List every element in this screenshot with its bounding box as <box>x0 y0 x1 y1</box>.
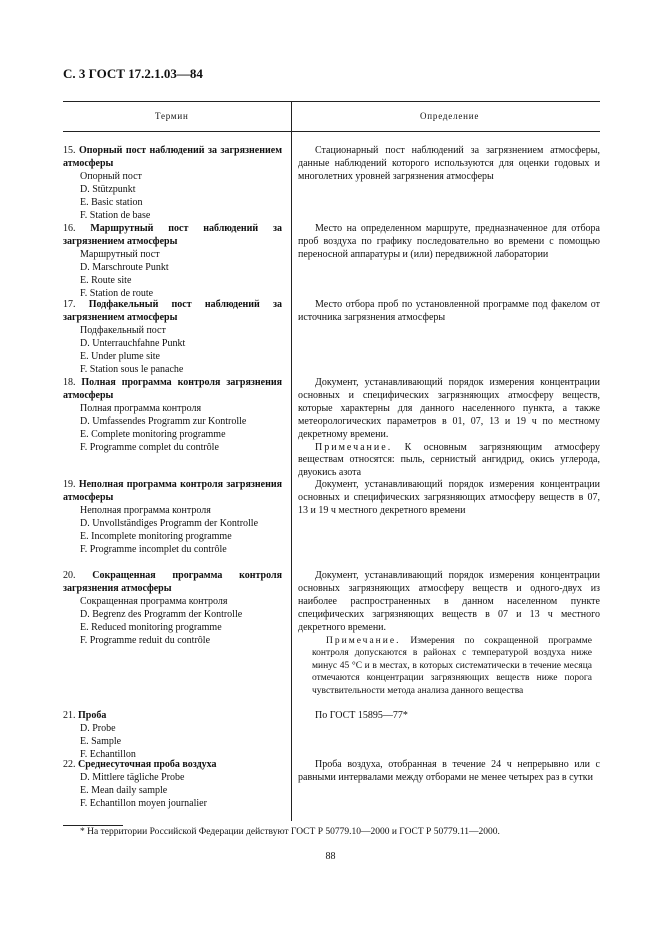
term-title: 22. Среднесуточная проба воздуха <box>63 759 217 770</box>
term-variant: E. Sample <box>80 735 122 747</box>
term-entry-17 <box>63 299 282 376</box>
term-variant: F. Echantillon <box>80 748 136 760</box>
definition-entry-20: Документ, устанавливающий порядок измерения концентрации основных загрязняющих атмосферу веществ и одного-двух из наиболее распространенных в данном населенном пункте специфических загрязняющих веществ в 07 и 13 ч местного декретного времени. Примечание. Измерения по сокращенной программе контроля допускаются в районах с температурой воздуха ниже минус 45 °С и в местах, в которых систематически в течение месяца отмечаются концентрации загрязняющих веществ ниже порога чувствительности метода анализа данного вещества <box>298 570 600 696</box>
term-entry-19 <box>63 479 282 556</box>
term-variant: E. Incomplete monitoring programme <box>80 530 232 542</box>
term-variant: D. Begrenz des Programm der Kontrolle <box>80 608 243 620</box>
term-variant: Сокращенная программа контроля <box>80 595 228 607</box>
term-variant: D. Mittlere tägliche Probe <box>80 771 185 783</box>
term-variant: F. Station de base <box>80 209 151 221</box>
note: Примечание. К основным загрязняющим атмосферу веществам относятся: пыль, сернистый ангидрид, окись углерода, двуокись азота <box>298 441 600 479</box>
footnote: * На территории Российской Федерации действуют ГОСТ Р 50779.10—2000 и ГОСТ Р 50779.11—2000. <box>80 827 500 837</box>
term-variant: Неполная программа контроля <box>80 504 211 516</box>
term-variant: F. Station de route <box>80 287 154 299</box>
table-head-rule <box>63 131 600 132</box>
term-variant: Подфакельный пост <box>80 324 166 336</box>
definition-entry-16: Место на определенном маршруте, предназначенное для отбора проб воздуха по графику последовательно во времени с помощью переносной аппаратуры и (или) передвижной лаборатории <box>298 223 600 260</box>
term-title: 15. Опорный пост наблюдений за загрязнением атмосферы <box>63 145 283 169</box>
term-entry-20 <box>63 570 282 647</box>
definition-entry-22: Проба воздуха, отобранная в течение 24 ч непрерывно или с равными интервалами между отборами не менее четырех раз в сутки <box>298 759 600 783</box>
term-variant: E. Under plume site <box>80 350 160 362</box>
term-entry-16 <box>63 223 282 300</box>
term-entry-18 <box>63 377 282 454</box>
note-label: Примечание. <box>326 635 401 646</box>
note: Примечание. Измерения по сокращенной программе контроля допускаются в районах с температурой воздуха ниже минус 45 °С и в местах, в которых систематически в течение месяца отмечаются концентрации загрязняющих веществ ниже порога чувствительности метода анализа данного вещества <box>312 635 592 696</box>
term-entry-15 <box>63 145 282 222</box>
term-variant: E. Reduced monitoring programme <box>80 621 222 633</box>
term-variant: F. Station sous le panache <box>80 363 184 375</box>
term-title: 19. Неполная программа контроля загрязнения атмосферы <box>63 479 283 503</box>
definition-entry-17: Место отбора проб по установленной программе под факелом от источника загрязнения атмосферы <box>298 299 600 323</box>
term-title: 20. Сокращенная программа контроля загрязнения атмосферы <box>63 570 283 594</box>
term-variant: F. Programme incomplet du contrôle <box>80 543 227 555</box>
page-header: С. 3 ГОСТ 17.2.1.03—84 <box>63 66 203 81</box>
term-variant: D. Marschroute Punkt <box>80 261 169 273</box>
column-header-definition: Определение <box>420 111 480 121</box>
term-variant: F. Programme complet du contrôle <box>80 441 219 453</box>
definition-entry-18: Документ, устанавливающий порядок измерения концентрации основных и специфических загрязняющих атмосферу веществ, которые характерны для данного населенного пункта, а также метеорологических параметров в 01, 07, 13 и 19 ч по местному декретному времени. Примечание. К основным загрязняющим атмосферу веществам относятся: пыль, сернистый ангидрид, окись углерода, двуокись азота <box>298 377 600 479</box>
table-column-divider <box>291 101 292 821</box>
term-title: 18. Полная программа контроля загрязнения атмосферы <box>63 377 283 401</box>
term-variant: Полная программа контроля <box>80 402 202 414</box>
term-variant: D. Umfassendes Programm zur Kontrolle <box>80 415 247 427</box>
term-variant: E. Mean daily sample <box>80 784 168 796</box>
column-header-term: Термин <box>155 111 189 121</box>
table-top-rule <box>63 101 600 102</box>
term-variant: E. Complete monitoring programme <box>80 428 226 440</box>
term-variant: F. Programme reduit du contrôle <box>80 634 211 646</box>
term-entry-22 <box>63 759 282 811</box>
term-variant: D. Probe <box>80 722 116 734</box>
term-entry-21 <box>63 710 282 762</box>
term-title: 21. Проба <box>63 710 107 721</box>
definition-entry-19: Документ, устанавливающий порядок измерения концентрации основных и специфических загрязняющих атмосферу веществ в 07, 13 и 19 ч местного декретного времени <box>298 479 600 516</box>
term-variant: E. Route site <box>80 274 132 286</box>
term-variant: F. Echantillon moyen journalier <box>80 797 207 809</box>
term-variant: Маршрутный пост <box>80 248 160 260</box>
term-variant: Опорный пост <box>80 170 142 182</box>
term-variant: D. Unterrauchfahne Punkt <box>80 337 186 349</box>
term-variant: D. Unvollständiges Programm der Kontrolle <box>80 517 259 529</box>
term-title: 16. Маршрутный пост наблюдений за загрязнением атмосферы <box>63 223 282 247</box>
term-title: 17. Подфакельный пост наблюдений за загрязнением атмосферы <box>63 299 282 323</box>
page-number: 88 <box>325 851 336 862</box>
note-label: Примечание. <box>315 441 393 453</box>
definition-entry-21: По ГОСТ 15895—77* <box>315 710 408 721</box>
term-variant: E. Basic station <box>80 196 143 208</box>
footnote-rule <box>63 825 123 826</box>
definition-entry-15: Стационарный пост наблюдений за загрязнением атмосферы, данные наблюдений которого используются для оценки годовых и многолетних уровней загрязнения атмосферы <box>298 145 600 182</box>
term-variant: D. Stützpunkt <box>80 183 136 195</box>
